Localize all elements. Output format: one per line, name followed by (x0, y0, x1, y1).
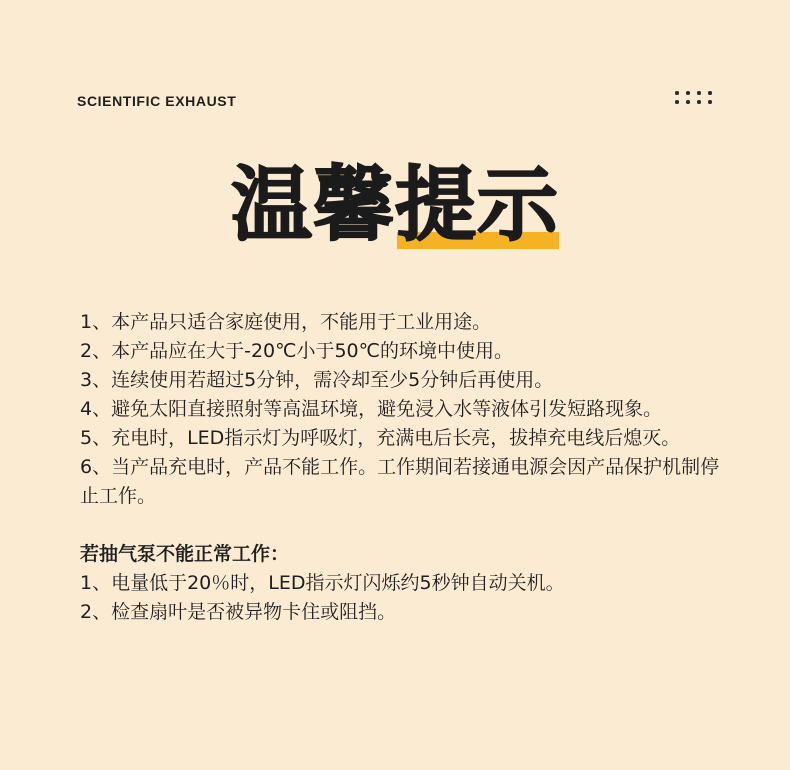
tip-item: 4、避免太阳直接照射等高温环境，避免浸入水等液体引发短路现象。 (80, 398, 663, 420)
title-block (0, 150, 790, 260)
menu-dots-icon (675, 91, 715, 105)
brand-label: SCIENTIFIC EXHAUST (77, 93, 237, 109)
tip-item: 1、本产品只适合家庭使用，不能用于工业用途。 (80, 311, 492, 333)
troubleshooting-item: 1、电量低于20％时，LED指示灯闪烁约5秒钟自动关机。 (80, 572, 565, 594)
troubleshooting-item: 2、检查扇叶是否被异物卡住或阻挡。 (80, 601, 397, 623)
troubleshooting-heading: 若抽气泵不能正常工作： (80, 543, 290, 565)
tip-item: 2、本产品应在大于-20℃小于50℃的环境中使用。 (80, 340, 513, 362)
page-title: 温馨提示 (230, 159, 559, 253)
tip-item: 5、充电时，LED指示灯为呼吸灯，充满电后长亮，拔掉充电线后熄灭。 (80, 427, 681, 449)
notice-content (80, 308, 720, 627)
tip-item: 6、当产品充电时，产品不能工作。工作期间若接通电源会因产品保护机制停止工作。 (80, 456, 720, 507)
section-spacer (80, 511, 720, 540)
tip-item: 3、连续使用若超过5分钟，需冷却至少5分钟后再使用。 (80, 369, 554, 391)
